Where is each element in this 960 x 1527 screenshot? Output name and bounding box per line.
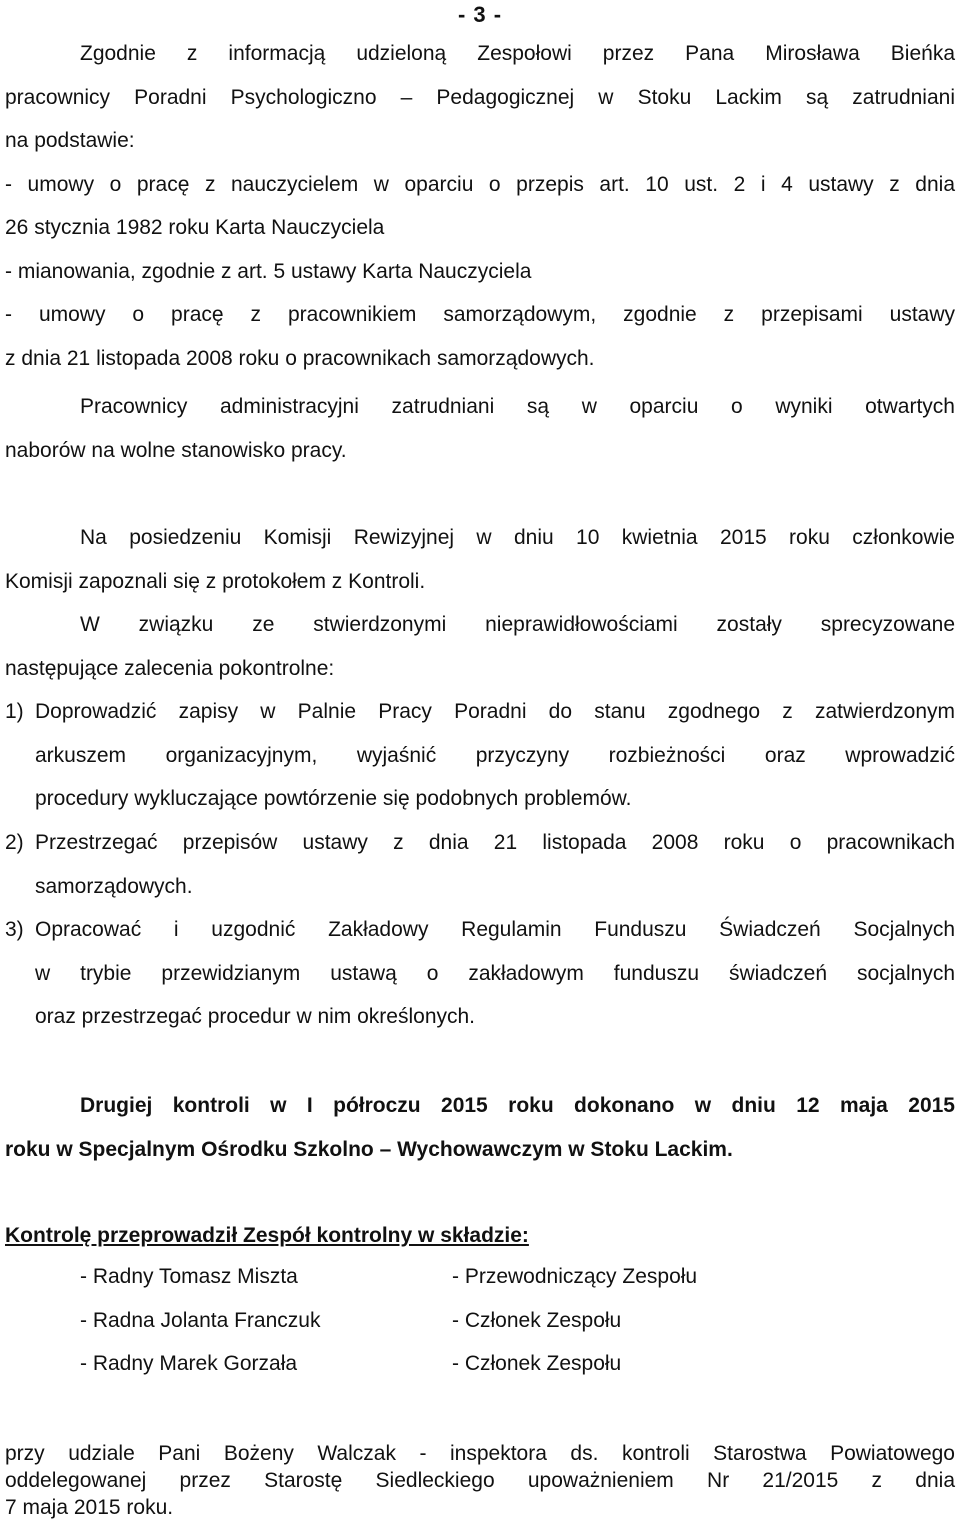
intro-line: 26 stycznia 1982 roku Karta Nauczyciela	[5, 216, 385, 239]
recommendation-item	[5, 821, 955, 908]
recommendation-line: oraz przestrzegać procedur w nim określonych.	[35, 1005, 476, 1028]
recommendation-line: Doprowadzić zapisy w Palnie Pracy Poradni do stanu zgodnego z zatwierdzonym	[35, 700, 955, 723]
admin-staff-paragraph	[5, 385, 955, 472]
committee-line: Na posiedzeniu Komisji Rewizyjnej w dniu 10 kwietnia 2015 roku członkowie	[80, 526, 955, 549]
team-member-role: - Członek Zespołu	[452, 1309, 622, 1332]
recommendation-line: procedury wykluczające powtórzenie się podobnych problemów.	[35, 787, 632, 810]
team-member-name: - Radny Marek Gorzała	[80, 1352, 298, 1375]
recommendation-number: 3)	[5, 918, 24, 941]
irregularities-line: W związku ze stwierdzonymi nieprawidłowościami zostały sprecyzowane	[80, 613, 955, 636]
intro-line: - mianowania, zgodnie z art. 5 ustawy Karta Nauczyciela	[5, 259, 532, 283]
second-control-paragraph	[5, 1084, 955, 1171]
admin-staff-line: Pracownicy administracyjni zatrudniani są w oparciu o wyniki otwartych	[80, 395, 955, 418]
team-member-row	[80, 1265, 940, 1295]
recommendation-item	[5, 690, 955, 821]
committee-meeting-paragraph	[5, 516, 955, 603]
team-member-row	[80, 1352, 940, 1382]
team-member-name: - Radna Jolanta Franczuk	[80, 1309, 321, 1332]
second-control-line: Drugiej kontroli w I półroczu 2015 roku dokonano w dniu 12 maja 2015	[80, 1094, 955, 1117]
second-control-line: roku w Specjalnym Ośrodku Szkolno – Wychowawczym w Stoku Lackim.	[5, 1137, 733, 1161]
recommendation-line: w trybie przewidzianym ustawą o zakładowym funduszu świadczeń socjalnych	[35, 961, 955, 985]
recommendation-number: 1)	[5, 700, 24, 723]
intro-line: - umowy o pracę z pracownikiem samorządowym, zgodnie z przepisami ustawy	[5, 303, 955, 326]
intro-paragraph	[5, 32, 955, 380]
irregularities-line: następujące zalecenia pokontrolne:	[5, 656, 335, 680]
admin-staff-line: naborów na wolne stanowisko pracy.	[5, 438, 347, 462]
footer-line: oddelegowanej przez Starostę Siedleckiego upoważnieniem Nr 21/2015 z dnia	[5, 1469, 955, 1492]
intro-line: pracownicy Poradni Psychologiczno – Pedagogicznej w Stoku Lackim są zatrudniani	[5, 85, 955, 109]
footer-line: 7 maja 2015 roku.	[5, 1496, 174, 1519]
footer-paragraph	[5, 1440, 955, 1521]
recommendation-number: 2)	[5, 831, 24, 854]
team-member-role: - Członek Zespołu	[452, 1352, 622, 1375]
recommendation-line: samorządowych.	[35, 874, 193, 898]
footer-line: przy udziale Pani Bożeny Walczak - inspektora ds. kontroli Starostwa Powiatowego	[5, 1442, 955, 1465]
team-member-role: - Przewodniczący Zespołu	[452, 1265, 698, 1288]
recommendation-line: arkuszem organizacyjnym, wyjaśnić przyczyny rozbieżności oraz wprowadzić	[35, 743, 955, 767]
intro-line: z dnia 21 listopada 2008 roku o pracownikach samorządowych.	[5, 346, 595, 370]
intro-line: Zgodnie z informacją udzieloną Zespołowi przez Pana Mirosława Bieńka	[80, 42, 955, 65]
recommendation-line: Przestrzegać przepisów ustawy z dnia 21 listopada 2008 roku o pracownikach	[35, 831, 955, 854]
page-number: - 3 -	[457, 2, 503, 27]
recommendation-line: Opracować i uzgodnić Zakładowy Regulamin Funduszu Świadczeń Socjalnych	[35, 918, 955, 941]
intro-line: - umowy o pracę z nauczycielem w oparciu o przepis art. 10 ust. 2 i 4 ustawy z dnia	[5, 172, 955, 196]
committee-line: Komisji zapoznali się z protokołem z Kontroli.	[5, 569, 426, 593]
team-member-name: - Radny Tomasz Miszta	[80, 1265, 298, 1288]
team-member-row	[80, 1309, 940, 1339]
intro-line: na podstawie:	[5, 129, 135, 152]
irregularities-paragraph	[5, 603, 955, 690]
team-heading: Kontrolę przeprowadził Zespół kontrolny w składzie:	[5, 1224, 529, 1247]
recommendation-item	[5, 908, 955, 1039]
